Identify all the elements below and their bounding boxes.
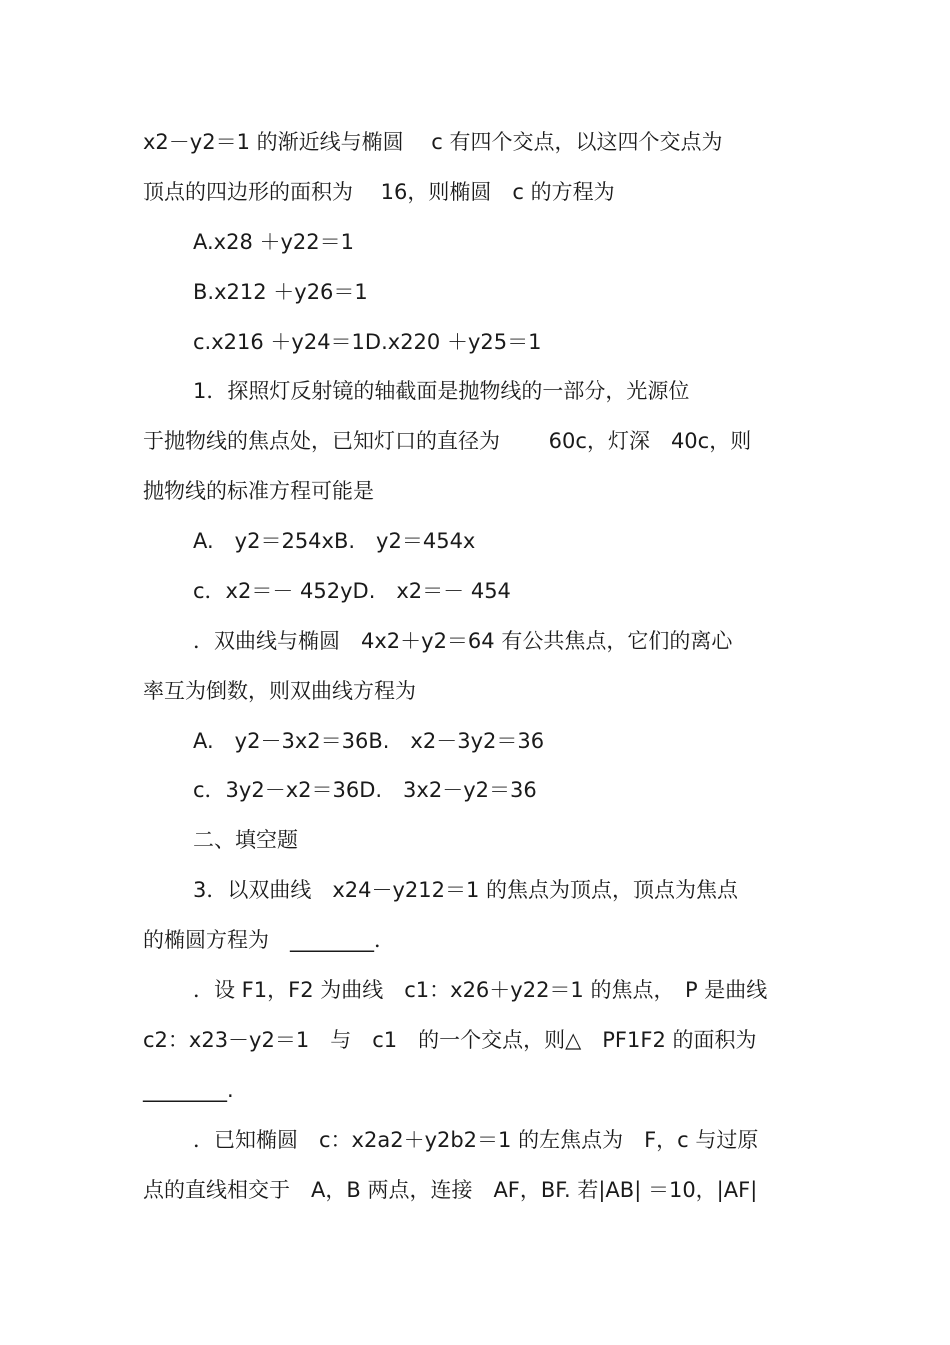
text-line: c2：x23－y2＝1 与 c1 的一个交点，则△ PF1F2 的面积为 [143, 1028, 757, 1052]
question-line: 3．以双曲线 x24－y212＝1 的焦点为顶点，顶点为焦点 [193, 878, 739, 902]
text-line: 点的直线相交于 A，B 两点，连接 AF，BF. 若|AB| ＝10，|AF| [143, 1178, 758, 1202]
text-line: 的椭圆方程为 ________． [143, 928, 395, 952]
question-line: ．双曲线与椭圆 4x2＋y2＝64 有公共焦点，它们的离心 [193, 629, 733, 653]
question-line: ．设 F1，F2 为曲线 c1：x26＋y22＝1 的焦点， P 是曲线 [193, 978, 768, 1002]
text-line: 顶点的四边形的面积为 16，则椭圆 c 的方程为 [143, 180, 615, 204]
question-line: ．已知椭圆 c：x2a2＋y2b2＝1 的左焦点为 F，c 与过原 [193, 1128, 759, 1152]
option-line: A.x28 ＋y22＝1 [193, 230, 355, 254]
option-line: c．3y2－x2＝36D. 3x2－y2＝36 [193, 778, 537, 802]
text-line: 率互为倒数，则双曲线方程为 [143, 679, 416, 703]
answer-blank: ________. [143, 1078, 234, 1102]
text-line: 抛物线的标准方程可能是 [143, 479, 374, 503]
option-line: A. y2－3x2＝36B. x2－3y2＝36 [193, 729, 545, 753]
option-line: A. y2＝254xB. y2＝454x [193, 529, 476, 553]
text-line: x2－y2＝1 的渐近线与椭圆 c 有四个交点，以这四个交点为 [143, 130, 723, 154]
option-line: c.x216 ＋y24＝1D.x220 ＋y25＝1 [193, 330, 542, 354]
question-line: 1．探照灯反射镜的轴截面是抛物线的一部分，光源位 [193, 379, 690, 403]
option-line: B.x212 ＋y26＝1 [193, 280, 368, 304]
option-line: c．x2＝－ 452yD. x2＝－ 454 [193, 579, 511, 603]
text-line: 于抛物线的焦点处，已知灯口的直径为 60c，灯深 40c，则 [143, 429, 752, 453]
section-heading: 二、填空题 [193, 828, 298, 852]
